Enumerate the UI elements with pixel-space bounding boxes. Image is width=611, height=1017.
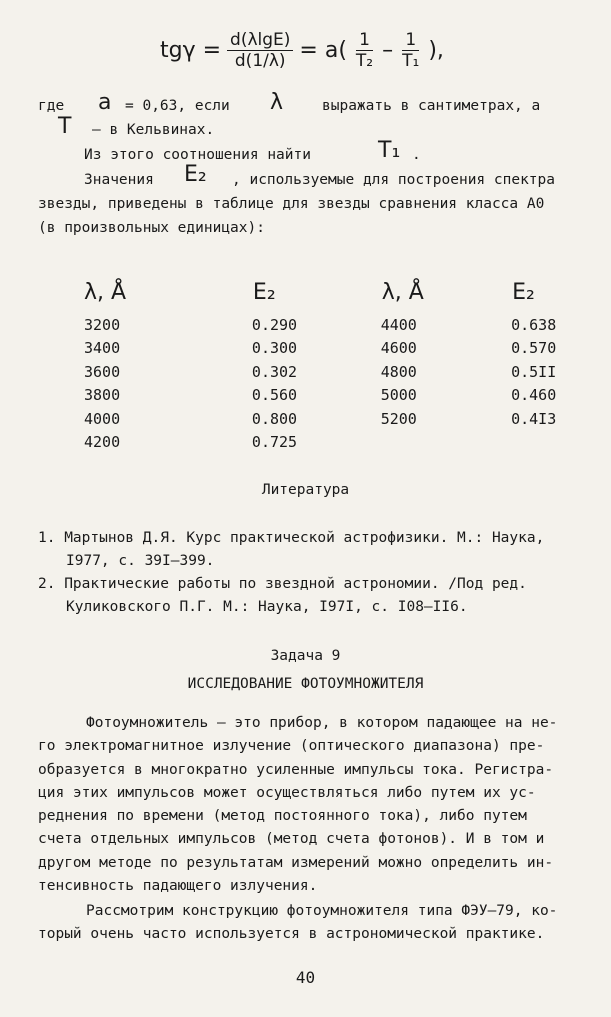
header-lambda-2: λ, Å	[381, 280, 424, 305]
table-cell: 4000	[84, 409, 121, 428]
formula-lhs: tgγ =	[160, 38, 222, 63]
table-row	[60, 407, 611, 431]
spectrum-table	[60, 262, 611, 454]
table-row	[60, 384, 611, 408]
table-cell: 3600	[84, 362, 121, 381]
reference-2-line-2: Куликовского П.Г. М.: Наука, I97I, с. I08–II6.	[66, 599, 468, 615]
table-cell: 0.725	[251, 433, 298, 452]
table-row	[60, 431, 611, 455]
find-text: Из этого соотношения найти	[84, 147, 311, 163]
formula-close: ),	[428, 38, 444, 63]
table-cell: 0.800	[251, 409, 298, 428]
formula-numerator: d(λlgE)	[227, 30, 293, 51]
formula-denominator: d(1/λ)	[234, 51, 286, 71]
task-title: ИССЛЕДОВАНИЕ ФОТОУМНОЖИТЕЛЯ	[187, 676, 424, 692]
paragraph-line: ция этих импульсов может осуществляться либо путем их ус-	[38, 784, 536, 801]
paragraph-2	[38, 900, 598, 947]
formula-minus: –	[382, 38, 394, 63]
paragraph-1	[38, 712, 598, 898]
header-lambda-1: λ, Å	[84, 280, 127, 305]
paragraph-line: реднения по времени (метод постоянного тока), либо путем	[38, 808, 527, 825]
where-rest: = 0,63, если	[125, 98, 230, 114]
page-number: 40	[295, 968, 316, 987]
reference-1-line-1: 1. Мартынов Д.Я. Курс практической астрофизики. М.: Наука,	[38, 530, 545, 546]
table-cell: 3800	[84, 386, 121, 405]
task-number: Задача 9	[270, 648, 341, 664]
paragraph-line: Фотоумножитель – это прибор, в котором падающее на не-	[86, 715, 558, 731]
reference-2-line-1: 2. Практические работы по звездной астрономии. /Под ред.	[38, 576, 527, 592]
table-cell: 0.570	[511, 339, 557, 358]
table-cell: 0.638	[511, 315, 557, 334]
formula-main-fraction	[227, 30, 293, 71]
formula-frac1-den: T₂	[355, 51, 374, 71]
table-cell: 4200	[84, 433, 121, 452]
where-prefix: где	[38, 98, 65, 114]
paragraph-line: тенсивность падающего излучения.	[38, 878, 318, 895]
table-header-row	[60, 262, 611, 313]
table-cell: 4400	[380, 315, 417, 334]
paragraph-line: образуется в многократно усиленные импульсы тока. Регистра-	[38, 761, 554, 778]
formula-frac1-num: 1	[356, 30, 373, 51]
formula-frac2-num: 1	[402, 30, 419, 51]
table-cell: 0.302	[251, 362, 298, 381]
table-cell: 5200	[380, 409, 417, 428]
symbol-T1: T₁	[378, 138, 401, 163]
table-cell: 5000	[380, 386, 417, 405]
header-e2-2: E₂	[512, 280, 535, 305]
formula-eq: = a(	[299, 38, 347, 63]
values-line-3: (в произвольных единицах):	[38, 220, 265, 236]
values-text-a: Значения	[84, 172, 154, 188]
formula	[160, 30, 444, 71]
table-row	[60, 337, 611, 361]
table-cell: 0.5II	[511, 362, 557, 381]
symbol-T: T	[58, 114, 72, 139]
table-row	[60, 360, 611, 384]
table-cell: 0.290	[251, 315, 298, 334]
table-cell: 3200	[84, 315, 121, 334]
paragraph-line: Рассмотрим конструкцию фотоумножителя типа ФЭУ–79, ко-	[86, 903, 558, 919]
formula-fraction-2	[399, 30, 422, 71]
kelvin-text: – в Кельвинах.	[92, 122, 215, 138]
references-heading: Литература	[261, 482, 350, 498]
header-e2-1: E₂	[252, 280, 276, 305]
paragraph-line: другом методе по результатам измерений можно определить ин-	[38, 854, 554, 871]
find-end: .	[412, 147, 421, 163]
formula-frac2-den: T₁	[402, 51, 420, 71]
table-cell	[381, 431, 511, 455]
table-cell: 3400	[84, 339, 121, 358]
table-cell: 0.300	[251, 339, 298, 358]
paragraph-line: торый очень часто используется в астрономической практике.	[38, 926, 545, 943]
symbol-a: a	[98, 90, 112, 115]
reference-1-line-2: I977, с. 39I–399.	[66, 553, 215, 569]
table-cell: 0.460	[511, 386, 557, 405]
paragraph-line: счета отдельных импульсов (метод счета фотонов). И в том и	[38, 831, 545, 848]
table-cell: 0.560	[251, 386, 298, 405]
symbol-E2: E₂	[184, 162, 207, 187]
table-cell: 0.4I3	[511, 409, 557, 428]
table-cell: 4800	[380, 362, 417, 381]
paragraph-line: го электромагнитное излучение (оптического диапазона) пре-	[38, 738, 545, 755]
where-tail: выражать в сантиметрах, а	[322, 98, 541, 114]
table-cell: 4600	[380, 339, 417, 358]
symbol-lambda: λ	[270, 90, 284, 115]
table-row	[60, 313, 611, 337]
values-text-b: , используемые для построения спектра	[232, 172, 556, 188]
table-cell	[511, 431, 611, 455]
formula-fraction-1	[353, 30, 376, 71]
values-line-2: звезды, приведены в таблице для звезды сравнения класса А0	[38, 196, 545, 212]
